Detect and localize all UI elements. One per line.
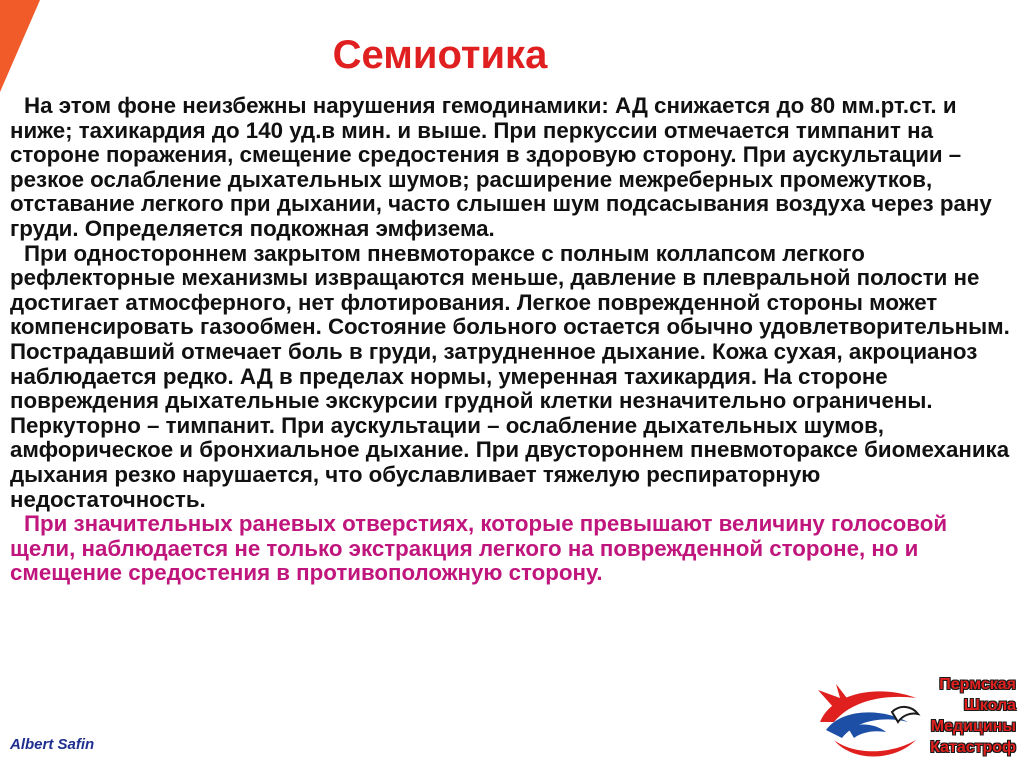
logo-caption (930, 674, 1016, 758)
school-logo (812, 670, 1024, 767)
eagle-swirl-emblem-icon (812, 678, 932, 764)
author-signature: Albert Safin (10, 736, 95, 753)
logo-line-2: Школа (963, 697, 1016, 714)
slide-title: Семиотика (332, 33, 548, 77)
logo-line-3: Медицины (930, 718, 1016, 735)
paragraph-closed-pneumothorax: При одностороннем закрытом пневмотораксе с полным коллапсом легкого рефлекторные механизмы извращаются меньше, давление в плевральной полости не достигает атмосферного, нет флотирования. Легкое поврежденной стороны может компенсировать газообмен. Состояние больного остается обычно удовлетворительным. Пострадавший отмечает боль в груди, затрудненное дыхание. Кожа сухая, акроцианоз наблюдается редко. АД в пределах нормы, умеренная тахикардия. На стороне повреждения дыхательные экскурсии грудной клетки незначительно ограничены. Перкуторно – тимпанит. При аускультации – ослабление дыхательных шумов, амфорическое и бронхиальное дыхание. При двустороннем пневмотораксе биомеханика дыхания резко нарушается, что обуславливает тяжелую респираторную недостаточность. (10, 240, 1010, 512)
paragraph-wound-openings: При значительных раневых отверстиях, которые превышают величину голосовой щели, наблюдается не только экстракция легкого на поврежденной стороне, но и смещение средостения в противоположную сторону. (10, 511, 948, 586)
corner-accent-triangle (0, 0, 40, 92)
logo-line-1: Пермская (939, 676, 1016, 693)
logo-line-4: Катастроф (930, 739, 1016, 756)
paragraph-hemodynamics: На этом фоне неизбежны нарушения гемодинамики: АД снижается до 80 мм.рт.ст. и ниже; тахикардия до 140 уд.в мин. и выше. При перкуссии отмечается тимпанит на стороне поражения, смещение средостения в здоровую сторону. При аускультации – резкое ослабление дыхательных шумов; расширение межреберных промежутков, отставание легкого при дыхании, часто слышен шум подсасывания воздуха через рану груди. Определяется подкожная эмфизема. (10, 93, 992, 241)
slide-body (10, 94, 1018, 586)
